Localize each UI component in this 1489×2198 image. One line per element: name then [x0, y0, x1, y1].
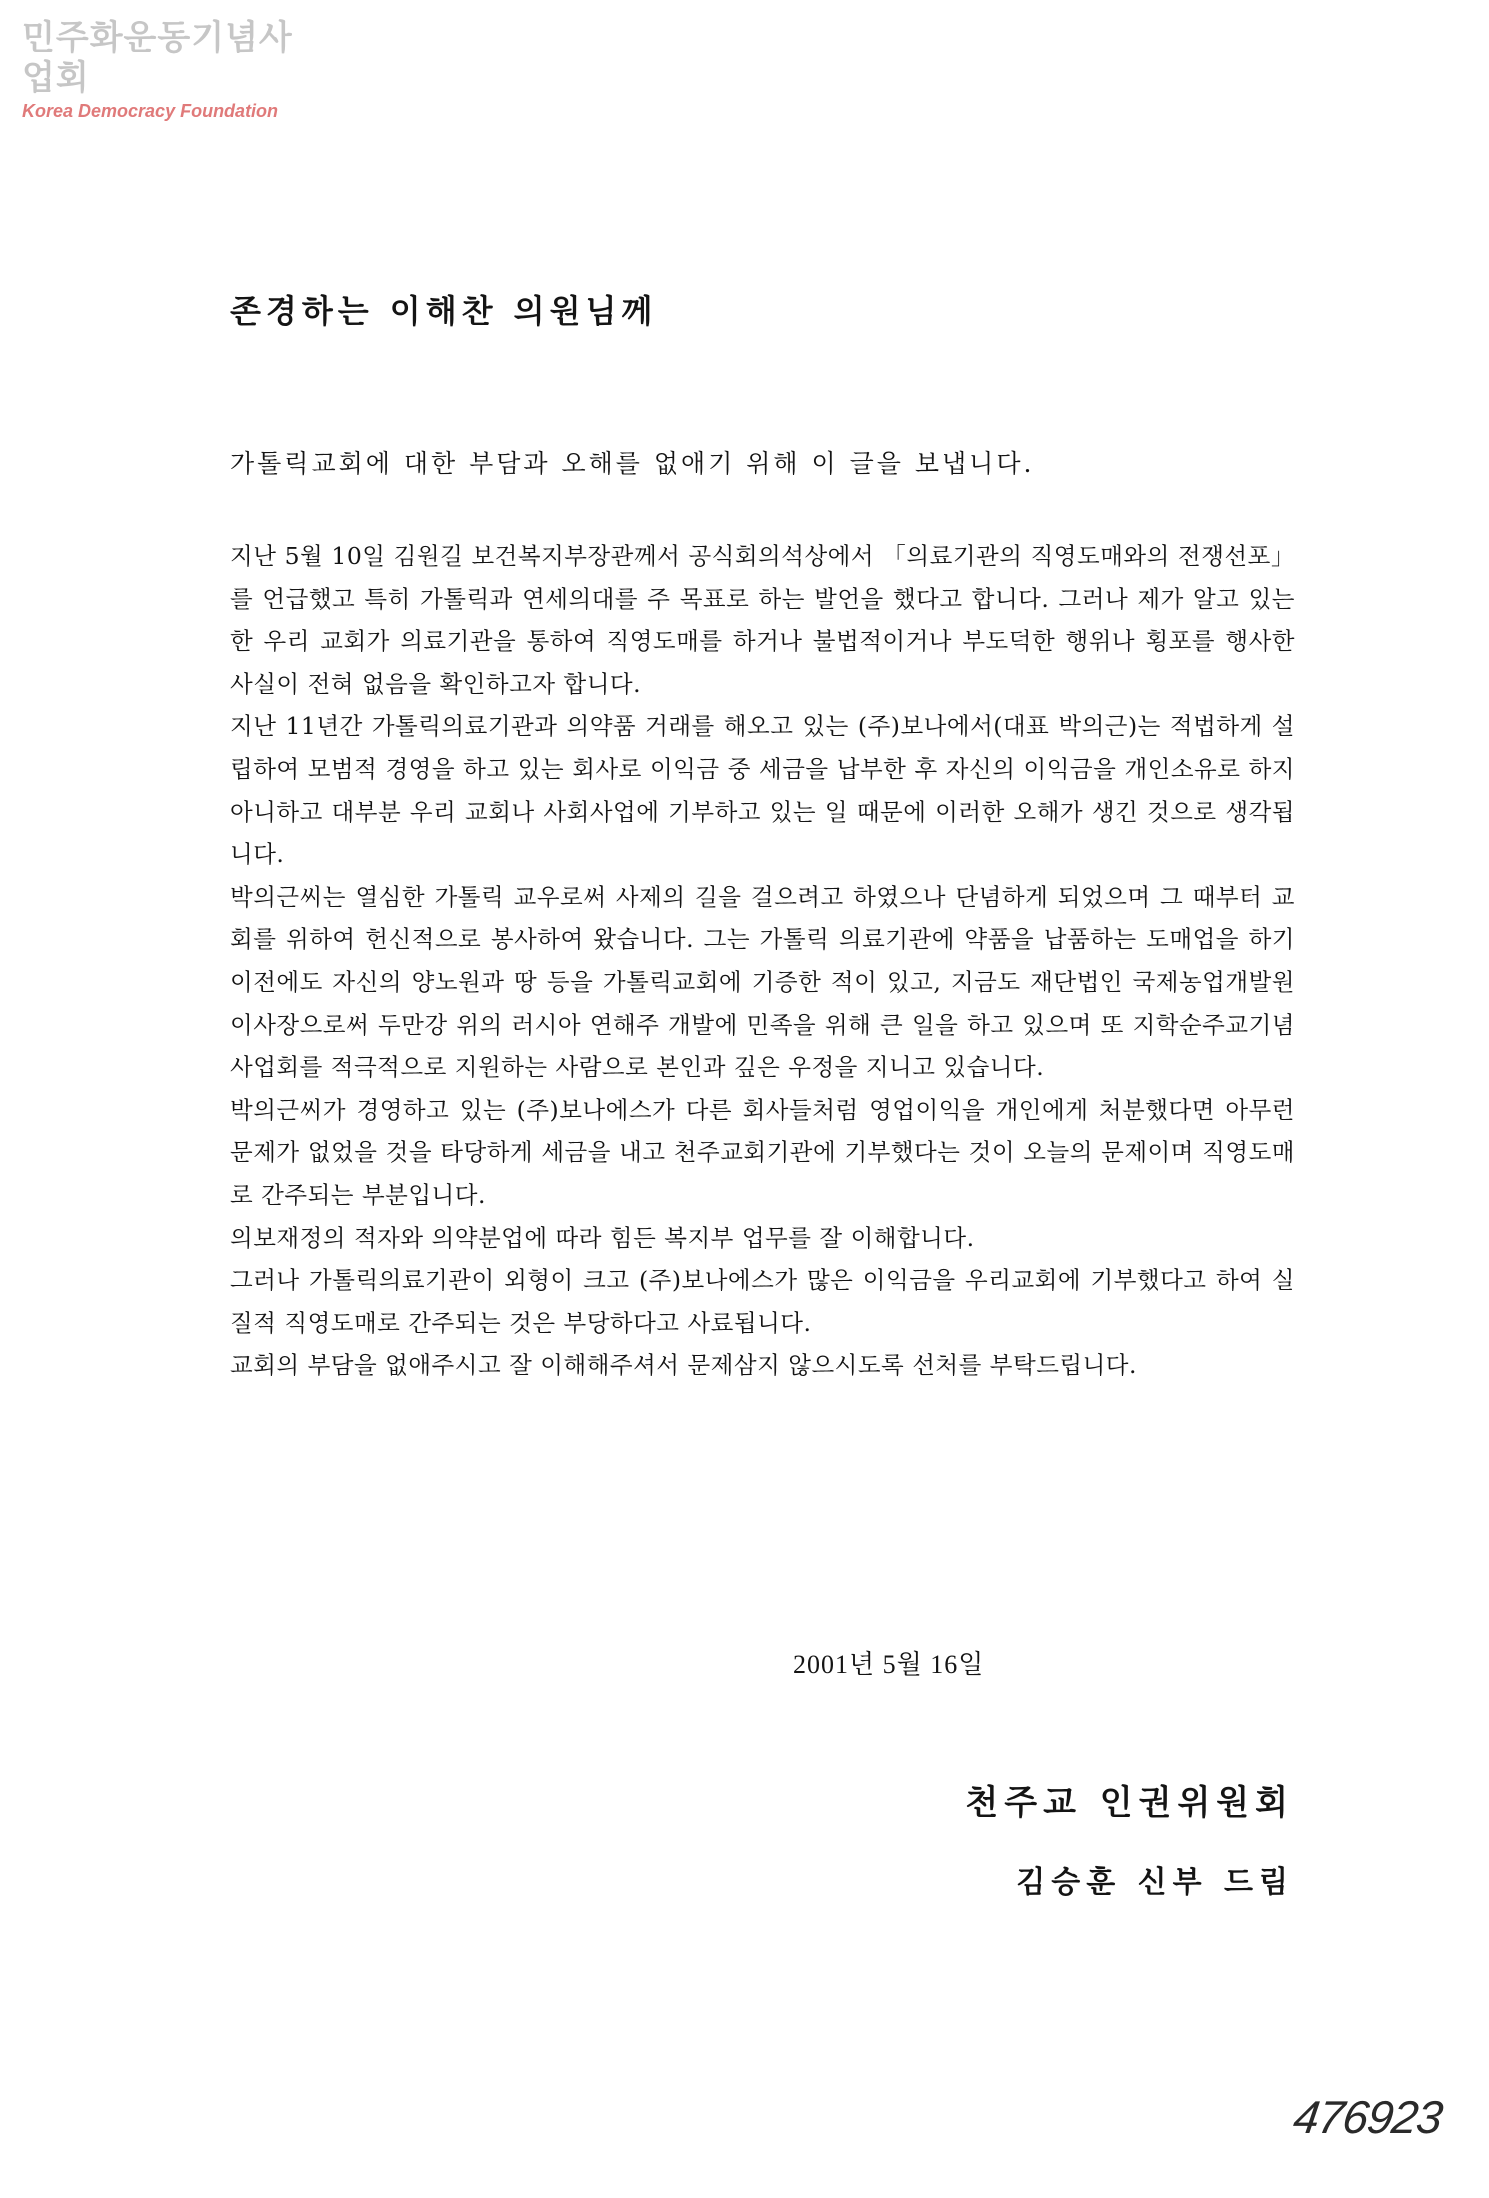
body-paragraph: 교회의 부담을 없애주시고 잘 이해해주셔서 문제삼지 않으시도록 선처를 부탁드립니다.	[230, 1351, 1137, 1380]
watermark-korean-name: 민주화운동기념사업회	[22, 18, 293, 98]
body-paragraph: 박의근씨가 경영하고 있는 (주)보나에스가 다른 회사들처럼 영업이익을 개인에게 처분했다면 아무런 문제가 없었을 것을 타당하게 세금을 내고 천주교회기관에 기부했다는 것이 오늘의 문제이며 직영도매로 간주되는 부분입니다.	[230, 1095, 1295, 1209]
foundation-watermark	[22, 18, 322, 122]
body-paragraph: 지난 5월 10일 김원길 보건복지부장관께서 공식회의석상에서 「의료기관의 직영도매와의 전쟁선포」 를 언급했고 특히 가톨릭과 연세의대를 주 목표로 하는 발언을 했다고 합니다. 그러나 제가 알고 있는 한 우리 교회가 의료기관을 통하여 직영도매를 하거나 불법적이거나 부도덕한 행위나 횡포를 행사한 사실이 전혀 없음을 확인하고자 합니다.	[230, 542, 1295, 698]
handwritten-archive-number: 476923	[1289, 2091, 1445, 2143]
letter-salutation: 존경하는 이해찬 의원님께	[230, 292, 658, 330]
watermark-english-name: Korea Democracy Foundation	[22, 101, 279, 121]
letter-date: 2001년 5월 16일	[793, 1650, 985, 1679]
sender-organization: 천주교 인권위원회	[965, 1783, 1294, 1823]
body-paragraph: 그러나 가톨릭의료기관이 외형이 크고 (주)보나에스가 많은 이익금을 우리교회에 기부했다고 하여 실질적 직영도매로 간주되는 것은 부당하다고 사료됩니다.	[230, 1266, 1295, 1337]
letter-intro: 가톨릭교회에 대한 부담과 오해를 없애기 위해 이 글을 보냅니다.	[230, 449, 1035, 478]
body-paragraph: 의보재정의 적자와 의약분업에 따라 힘든 복지부 업무를 잘 이해합니다.	[230, 1223, 975, 1252]
sender-signature: 김승훈 신부 드림	[1016, 1865, 1294, 1900]
body-paragraph: 지난 11년간 가톨릭의료기관과 의약품 거래를 해오고 있는 (주)보나에서(대표 박의근)는 적법하게 설립하여 모범적 경영을 하고 있는 회사로 이익금 중 세금을 납부한 후 자신의 이익금을 개인소유로 하지 아니하고 대부분 우리 교회나 사회사업에 기부하고 있는 일 때문에 이러한 오해가 생긴 것으로 생각됩니다.	[230, 712, 1295, 869]
body-paragraph: 박의근씨는 열심한 가톨릭 교우로써 사제의 길을 걸으려고 하였으나 단념하게 되었으며 그 때부터 교회를 위하여 헌신적으로 봉사하여 왔습니다. 그는 가톨릭 의료기관에 약품을 납품하는 도매업을 하기 이전에도 자신의 양노원과 땅 등을 가톨릭교회에 기증한 적이 있고, 지금도 재단법인 국제농업개발원 이사장으로써 두만강 위의 러시아 연해주 개발에 민족을 위해 큰 일을 하고 있으며 또 지학순주교기념사업회를 적극적으로 지원하는 사람으로 본인과 깊은 우정을 지니고 있습니다.	[230, 882, 1295, 1082]
letter-body	[230, 535, 1295, 1387]
